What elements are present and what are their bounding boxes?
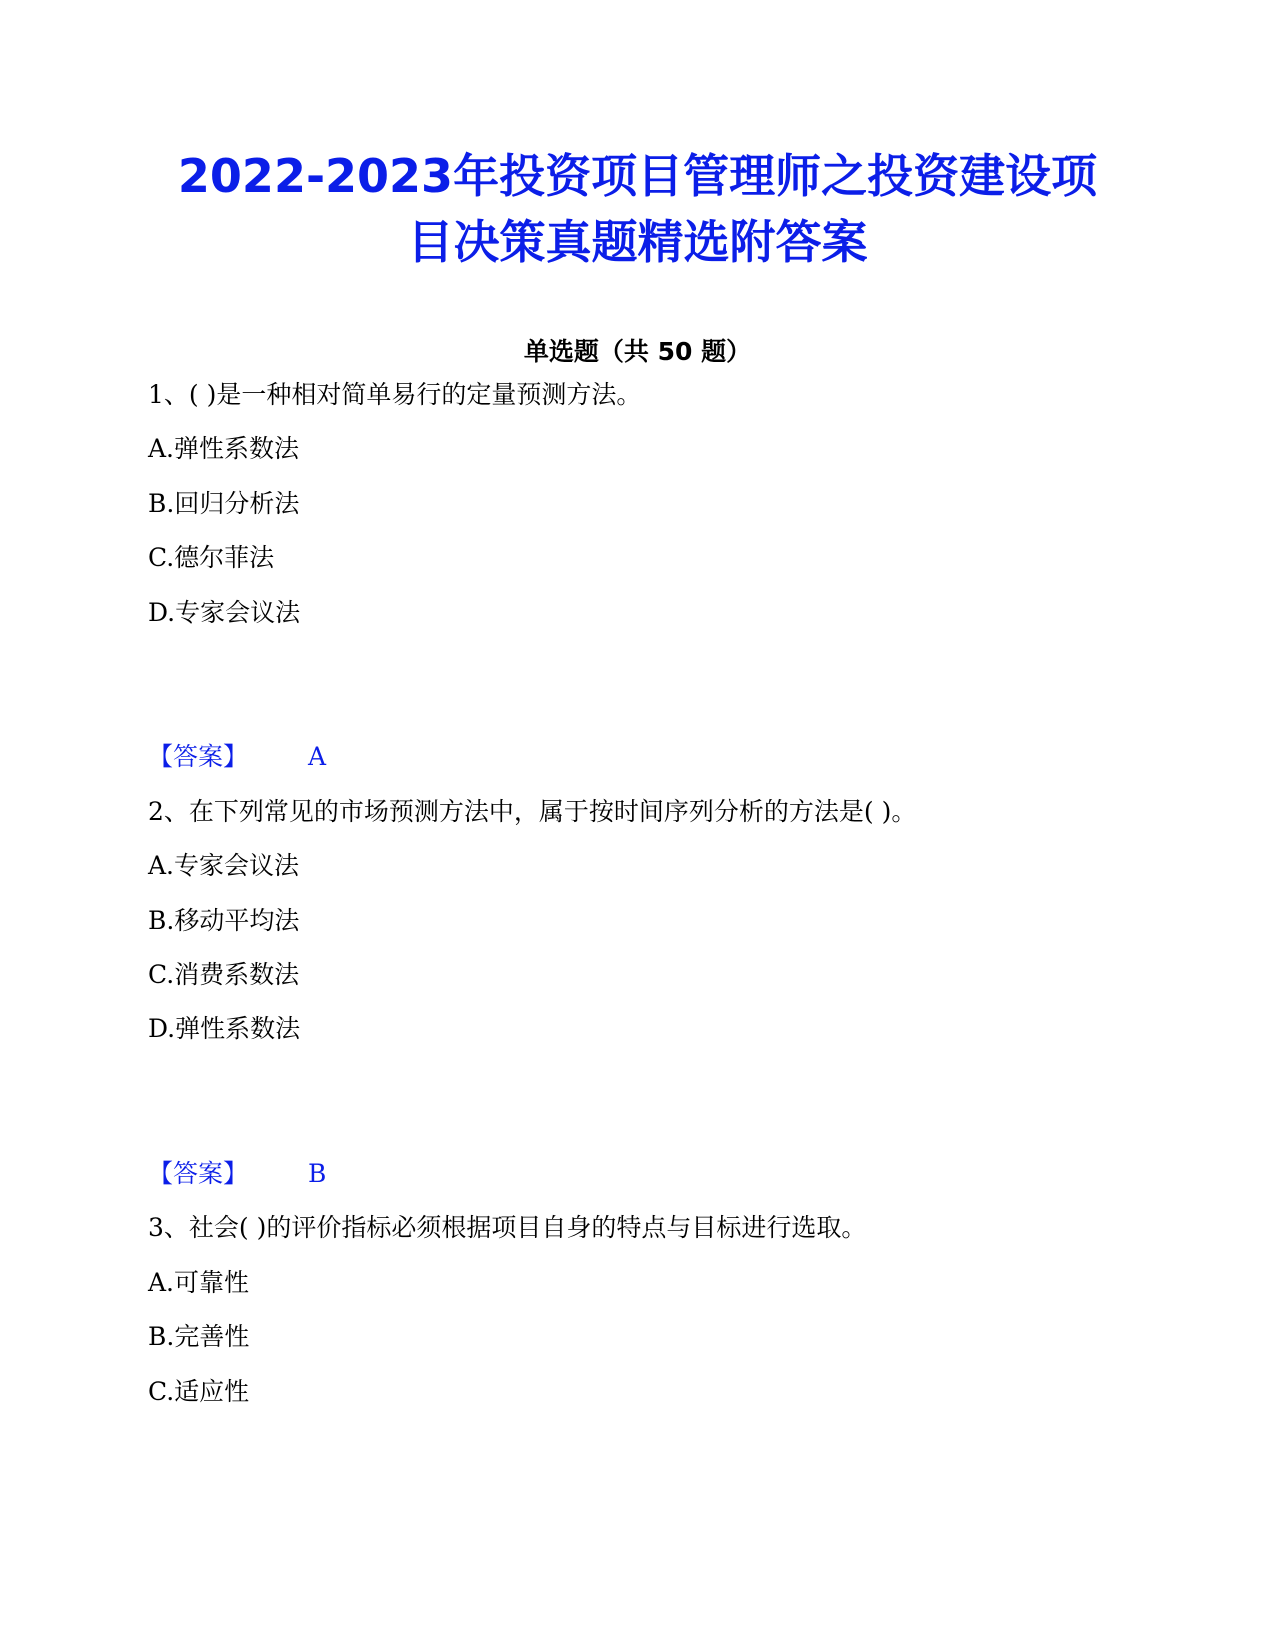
option-c: C.消费系数法: [148, 960, 300, 989]
question-stem: 3、社会( )的评价指标必须根据项目自身的特点与目标进行选取。: [148, 1213, 867, 1242]
option-c: C.适应性: [148, 1377, 250, 1406]
option-b: B.回归分析法: [148, 489, 300, 518]
document-title-line-2: 目决策真题精选附答案: [407, 215, 868, 269]
answer-label: 【答案】: [148, 742, 249, 771]
option-a: A.专家会议法: [148, 851, 300, 880]
option-c: C.德尔菲法: [148, 543, 275, 572]
option-a: A.可靠性: [148, 1268, 250, 1297]
option-b: B.完善性: [148, 1322, 250, 1351]
option-d: D.弹性系数法: [148, 1014, 301, 1043]
option-a: A.弹性系数法: [148, 434, 300, 463]
question-stem: 1、( )是一种相对简单易行的定量预测方法。: [148, 380, 642, 409]
section-heading: 单选题（共 50 题）: [523, 337, 752, 366]
document-title-line-1: 2022-2023年投资项目管理师之投资建设项: [177, 149, 1098, 203]
question-stem: 2、在下列常见的市场预测方法中，属于按时间序列分析的方法是( )。: [148, 797, 917, 826]
answer-value: A: [308, 742, 327, 771]
option-d: D.专家会议法: [148, 598, 301, 627]
answer-label: 【答案】: [148, 1159, 249, 1188]
option-b: B.移动平均法: [148, 906, 300, 935]
answer-value: B: [308, 1159, 327, 1188]
